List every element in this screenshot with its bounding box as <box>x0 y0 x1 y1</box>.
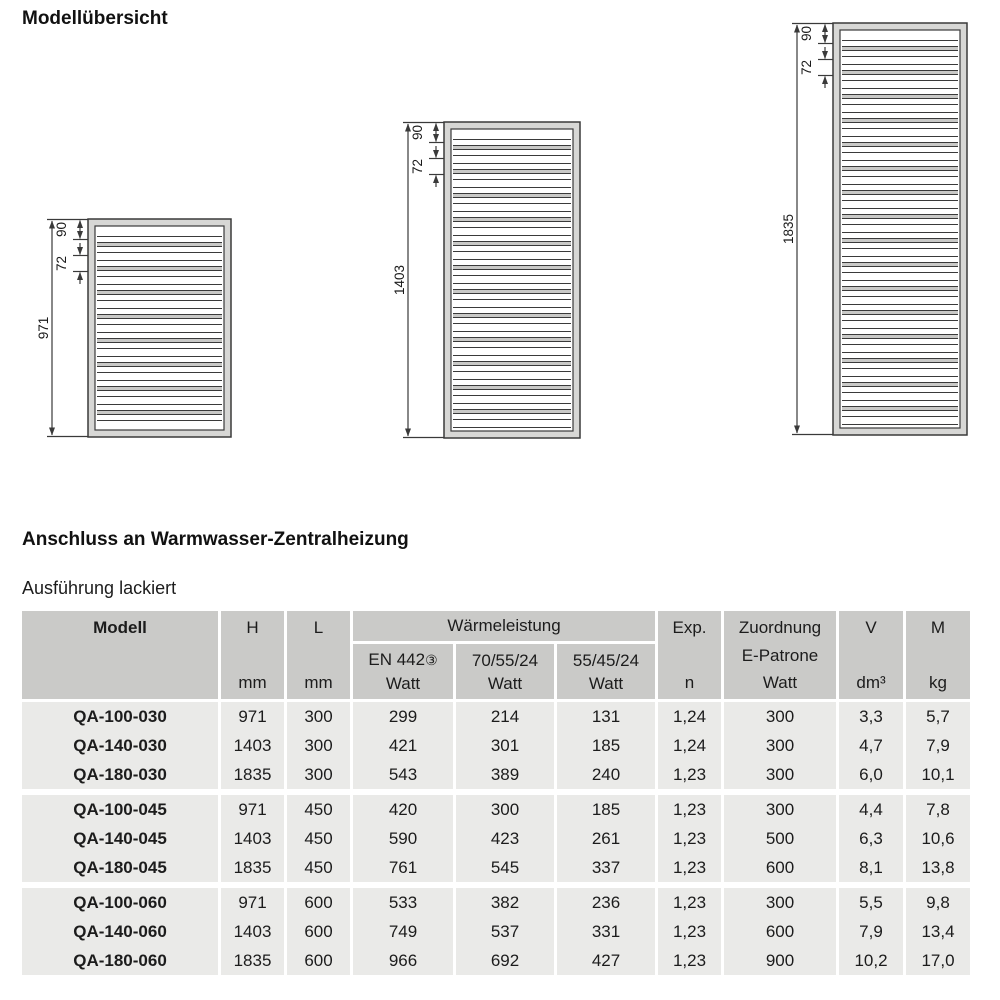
radiator-tubes <box>453 132 571 428</box>
unit-label: n <box>684 673 695 692</box>
header-label: 55/45/24 <box>572 650 640 670</box>
cell: 214 <box>456 702 554 731</box>
cell: 7,9 <box>839 917 903 946</box>
dim-72-label: 72 <box>410 158 425 175</box>
col-header-waermeleistung <box>353 611 655 644</box>
cell: 600 <box>287 888 350 917</box>
model-cell: QA-140-030 <box>22 731 218 760</box>
cell: 421 <box>353 731 453 760</box>
cell: 13,8 <box>906 853 970 882</box>
subcol-70-55-24 <box>456 644 554 702</box>
cell: 382 <box>456 888 554 917</box>
radiator-tubes <box>97 229 222 427</box>
table-row <box>22 702 970 731</box>
unit-label: Watt <box>385 674 421 693</box>
cell: 971 <box>221 702 284 731</box>
cell: 300 <box>287 731 350 760</box>
cell: 500 <box>724 824 836 853</box>
table-row <box>22 917 970 946</box>
cell: 7,9 <box>906 731 970 760</box>
spec-table <box>19 611 973 975</box>
header-label: EN 442③ <box>368 650 438 669</box>
finish-subtitle: Ausführung lackiert <box>22 578 177 598</box>
dim-72-label: 72 <box>799 59 814 76</box>
cell: 10,1 <box>906 760 970 789</box>
cell: 5,7 <box>906 702 970 731</box>
unit-label: Watt <box>588 673 624 693</box>
cell: 1,23 <box>658 888 721 917</box>
cell: 971 <box>221 888 284 917</box>
cell: 300 <box>724 731 836 760</box>
dim-72-label: 72 <box>54 255 69 272</box>
subcol-en442 <box>353 644 453 702</box>
header-label: Modell <box>93 618 147 637</box>
cell: 761 <box>353 853 453 882</box>
cell: 600 <box>287 946 350 975</box>
cell: 543 <box>353 760 453 789</box>
header-label: H <box>246 618 259 637</box>
spec-table-wrapper <box>19 611 973 975</box>
cell: 131 <box>557 702 655 731</box>
cell: 1,23 <box>658 824 721 853</box>
radiator-tubes <box>842 33 958 425</box>
cell: 590 <box>353 824 453 853</box>
cell: 185 <box>557 795 655 824</box>
cell: 8,1 <box>839 853 903 882</box>
cell: 1,23 <box>658 795 721 824</box>
cell: 427 <box>557 946 655 975</box>
cell: 240 <box>557 760 655 789</box>
cell: 1403 <box>221 917 284 946</box>
model-cell: QA-100-030 <box>22 702 218 731</box>
cell: 749 <box>353 917 453 946</box>
table-row <box>22 853 970 882</box>
cell: 6,0 <box>839 760 903 789</box>
header-label: M <box>930 618 946 637</box>
cell: 301 <box>456 731 554 760</box>
cell: 300 <box>456 795 554 824</box>
cell: 299 <box>353 702 453 731</box>
header-label: V <box>865 618 877 637</box>
dim-90-label: 90 <box>410 124 425 141</box>
cell: 389 <box>456 760 554 789</box>
cell: 545 <box>456 853 554 882</box>
cell: 300 <box>724 702 836 731</box>
cell: 3,3 <box>839 702 903 731</box>
cell: 300 <box>287 702 350 731</box>
header-label: Zuordnung <box>738 618 822 637</box>
cell: 300 <box>724 795 836 824</box>
cell: 600 <box>724 853 836 882</box>
header-label: E-Patrone <box>741 645 819 665</box>
header-row-top <box>22 611 970 644</box>
cell: 9,8 <box>906 888 970 917</box>
footnote-mark: ③ <box>425 652 438 668</box>
model-cell: QA-100-060 <box>22 888 218 917</box>
col-header-h <box>221 611 284 702</box>
cell: 533 <box>353 888 453 917</box>
cell: 450 <box>287 824 350 853</box>
cell: 600 <box>287 917 350 946</box>
unit-label: mm <box>304 673 333 692</box>
header-label: L <box>313 618 324 637</box>
cell: 537 <box>456 917 554 946</box>
cell: 900 <box>724 946 836 975</box>
unit-label: dm³ <box>856 673 886 692</box>
cell: 1,23 <box>658 853 721 882</box>
table-row <box>22 760 970 789</box>
cell: 600 <box>724 917 836 946</box>
cell: 1403 <box>221 824 284 853</box>
cell: 1,24 <box>658 702 721 731</box>
height-dim-label: 971 <box>36 316 51 340</box>
cell: 423 <box>456 824 554 853</box>
header-label: Exp. <box>672 618 707 637</box>
header-label: 70/55/24 <box>471 650 539 670</box>
page-title: Modellübersicht <box>22 8 168 29</box>
section-title: Anschluss an Warmwasser-Zentralheizung <box>22 529 409 550</box>
unit-label: mm <box>238 673 267 692</box>
model-cell: QA-140-060 <box>22 917 218 946</box>
cell: 7,8 <box>906 795 970 824</box>
radiator-drawing-medium <box>386 115 586 445</box>
model-cell: QA-100-045 <box>22 795 218 824</box>
radiator-drawing-small <box>30 212 240 444</box>
model-cell: QA-180-060 <box>22 946 218 975</box>
radiator-drawing-large <box>775 16 973 442</box>
height-dim-label: 1835 <box>781 213 796 245</box>
col-header-l <box>287 611 350 702</box>
model-cell: QA-180-030 <box>22 760 218 789</box>
model-cell: QA-140-045 <box>22 824 218 853</box>
cell: 692 <box>456 946 554 975</box>
unit-label: Watt <box>762 673 798 692</box>
height-dim-label: 1403 <box>392 264 407 296</box>
cell: 1,23 <box>658 760 721 789</box>
cell: 1403 <box>221 731 284 760</box>
model-cell: QA-180-045 <box>22 853 218 882</box>
cell: 337 <box>557 853 655 882</box>
header-label: Wärmeleistung <box>447 616 561 635</box>
cell: 1835 <box>221 760 284 789</box>
cell: 1,23 <box>658 917 721 946</box>
table-row <box>22 795 970 824</box>
col-header-zuordnung <box>724 611 836 702</box>
col-header-exp <box>658 611 721 702</box>
cell: 300 <box>287 760 350 789</box>
cell: 1835 <box>221 853 284 882</box>
col-header-m <box>906 611 970 702</box>
cell: 17,0 <box>906 946 970 975</box>
cell: 13,4 <box>906 917 970 946</box>
cell: 1835 <box>221 946 284 975</box>
unit-label: Watt <box>487 673 523 693</box>
cell: 261 <box>557 824 655 853</box>
subcol-55-45-24 <box>557 644 655 702</box>
cell: 4,7 <box>839 731 903 760</box>
dim-90-label: 90 <box>54 221 69 238</box>
cell: 10,6 <box>906 824 970 853</box>
cell: 331 <box>557 917 655 946</box>
unit-label: kg <box>929 673 947 692</box>
cell: 1,24 <box>658 731 721 760</box>
cell: 300 <box>724 888 836 917</box>
cell: 450 <box>287 795 350 824</box>
cell: 300 <box>724 760 836 789</box>
dim-90-label: 90 <box>799 25 814 42</box>
cell: 4,4 <box>839 795 903 824</box>
cell: 971 <box>221 795 284 824</box>
cell: 450 <box>287 853 350 882</box>
cell: 6,3 <box>839 824 903 853</box>
table-row <box>22 824 970 853</box>
table-row <box>22 731 970 760</box>
cell: 5,5 <box>839 888 903 917</box>
col-header-v <box>839 611 903 702</box>
cell: 1,23 <box>658 946 721 975</box>
cell: 420 <box>353 795 453 824</box>
cell: 185 <box>557 731 655 760</box>
cell: 10,2 <box>839 946 903 975</box>
cell: 236 <box>557 888 655 917</box>
table-row <box>22 888 970 917</box>
col-header-modell <box>22 611 218 702</box>
cell: 966 <box>353 946 453 975</box>
table-row <box>22 946 970 975</box>
